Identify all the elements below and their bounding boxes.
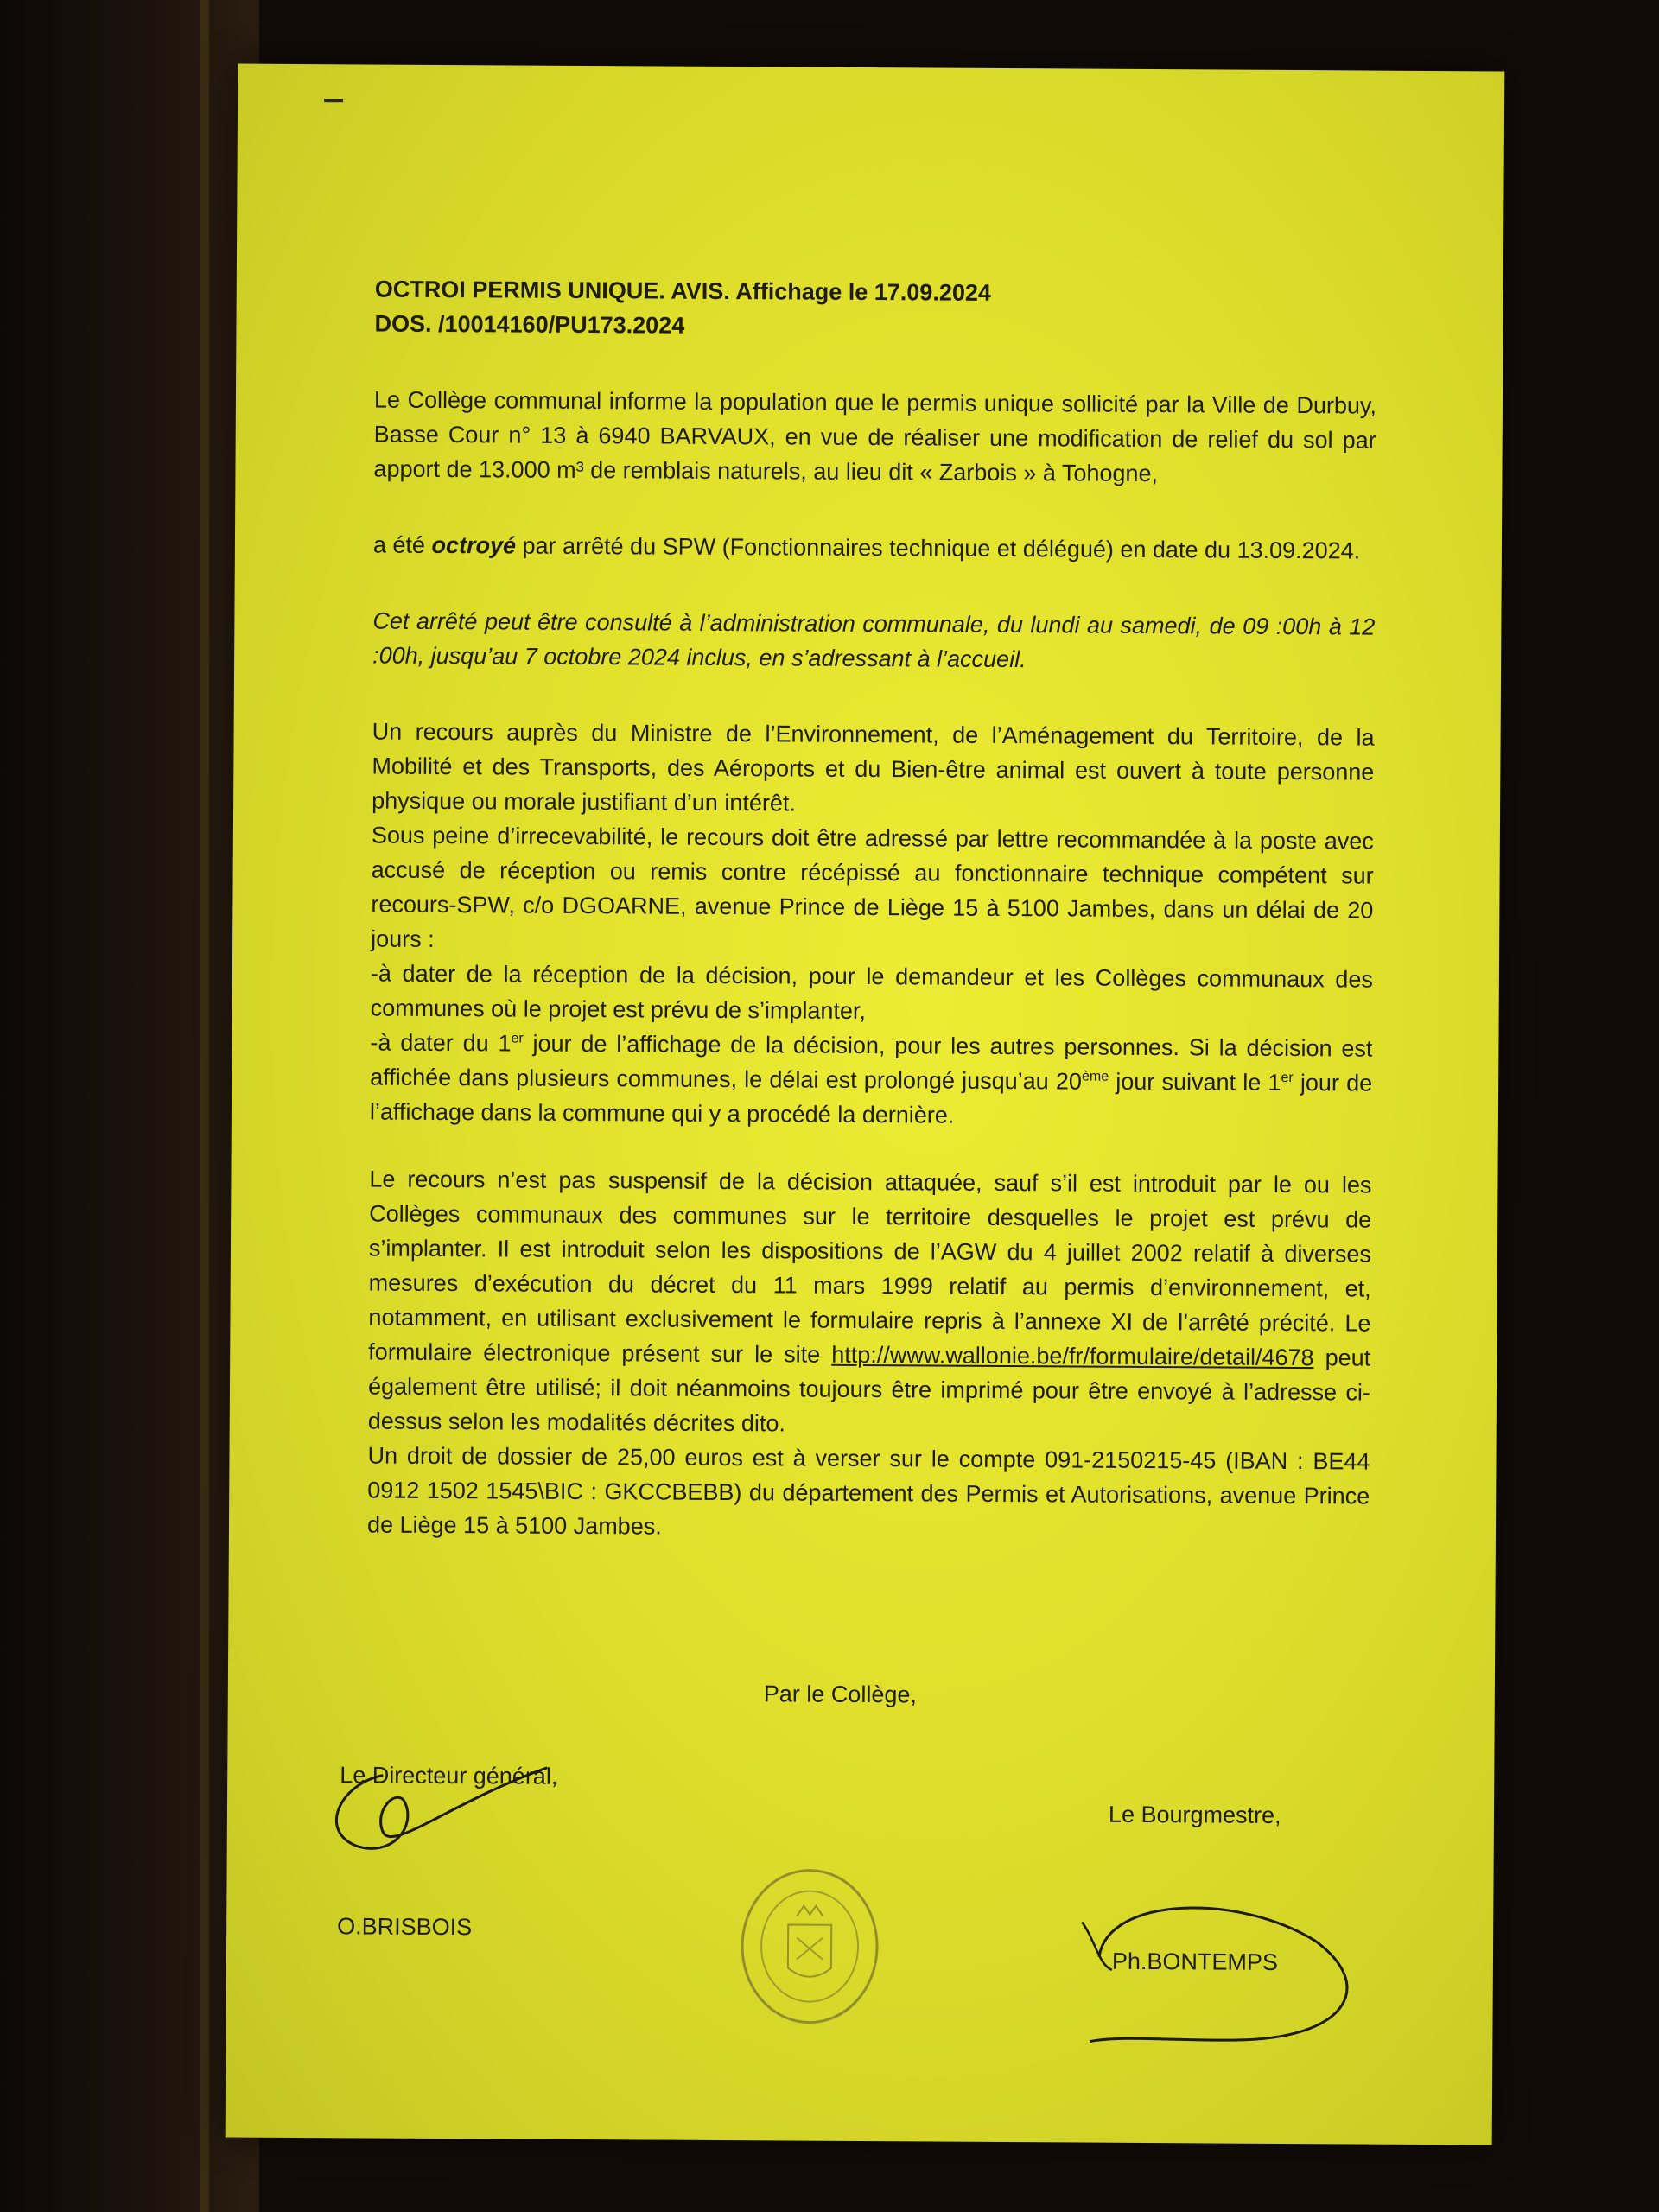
fee-paragraph: Un droit de dossier de 25,00 euros est à verser sur le compte 091-2150215-45 (IBAN : BE44 0912 1502 1545\BIC : GKCCBEBB) du département des Permis et Autorisations, avenue Prince de Liège 15 à 5100 Jambes.: [366, 1442, 1370, 1540]
notice-sheet: [226, 64, 1505, 2145]
commune-stamp-seal: [735, 1864, 883, 2029]
directeur-title: Le Directeur général,: [340, 1762, 558, 1789]
dossier-number: DOS. /10014160/PU173.2024: [374, 310, 685, 339]
notice-text: [367, 272, 1377, 1548]
recours-p4-sup2: ème: [1081, 1069, 1109, 1084]
directeur-signature: [322, 1749, 582, 1880]
suspensif-paragraph: [368, 1161, 1372, 1444]
consult-paragraph: Cet arrêté peut être consulté à l’administration communale, du lundi au samedi, de 09 :00h à 12 :00h, jusqu’au 7 octobre 2024 inclus, en s’adressant à l’accueil.: [372, 607, 1376, 673]
frame-left: [0, 0, 259, 2212]
form-link[interactable]: http://www.wallonie.be/fr/formulaire/detail/4678: [831, 1341, 1314, 1371]
college-label: Par le Collège,: [763, 1681, 918, 1708]
recours-paragraph-4: [370, 1026, 1373, 1135]
intro-paragraph: Le Collège communal informe la population que le permis unique sollicité par la Ville de Durbuy, Basse Cour n° 13 à 6940 BARVAUX, en vue de réaliser une modification de relief du sol par apport de 13.000 m³ de remblais naturels, au lieu dit « Zarbois » à Tohogne,: [373, 386, 1377, 487]
recours-paragraph-3: -à dater de la réception de la décision, pour le demandeur et les Collèges communaux des communes où le projet est prévu de s’implanter,: [370, 960, 1373, 1025]
suspensif-text-a: Le recours n’est pas suspensif de la décision attaquée, sauf s’il est introduit par le ou les Collèges communaux des communes sur le territoire desquelles le projet est prévu de s’implanter. Il est introduit selon les dispositions de l’AGW du 4 juillet 2002 relatif à diverses mesures d’exécution du décret du 11 mars 1999 relatif au permis d’environnement, et, notamment, en utilisant exclusivement le formulaire repris à l’annexe XI de l’arrêté précité. Le formulaire électronique présent sur le site: [368, 1166, 1372, 1368]
recours-p4-a: -à dater du 1: [370, 1029, 512, 1057]
recours-p4-d: jour de l’affichage dans la commune qui y a procédé la dernière.: [369, 1070, 1373, 1128]
suspensif-text-b: peut également être utilisé; il doit néanmoins toujours être imprimé pour être envoyé à l’adresse ci-dessus selon les modalités décrites dito.: [367, 1344, 1371, 1437]
recours-paragraph-2: Sous peine d’irrecevabilité, le recours doit être adressé par lettre recommandée à la poste avec accusé de réception ou remis contre récépissé au fonctionnaire technique compétent sur recours-SPW, c/o DGOARNE, avenue Prince de Liège 15 à 5100 Jambes, dans un délai de 20 jours :: [371, 822, 1374, 952]
bourgmestre-name: Ph.BONTEMPS: [1111, 1948, 1279, 1975]
decision-emphasis: octroyé: [431, 531, 517, 559]
bourgmestre-title: Le Bourgmestre,: [1108, 1801, 1281, 1828]
recours-p4-c: jour suivant le 1: [1108, 1068, 1281, 1096]
paper-mark: [324, 99, 343, 102]
recours-p4-sup1: er: [511, 1031, 524, 1046]
recours-p4-b: jour de l’affichage de la décision, pour les autres personnes. Si la décision est affichée dans plusieurs communes, le délai est prolongé jusqu’au 20: [370, 1030, 1373, 1095]
recours-p4-sup3: er: [1281, 1070, 1294, 1086]
decision-paragraph: [373, 528, 1376, 569]
frame-edge: [200, 0, 209, 2212]
recours-paragraph-1: Un recours auprès du Ministre de l’Environnement, de l’Aménagement du Territoire, de la Mobilité et des Transports, des Aéroports et du Bien-être animal est ouvert à toute personne physique ou morale justifiant d’un intérêt.: [372, 718, 1375, 817]
decision-after: par arrêté du SPW (Fonctionnaires technique et délégué) en date du 13.09.2024.: [515, 532, 1361, 564]
notice-title: OCTROI PERMIS UNIQUE. AVIS. Affichage le 17.09.2024: [374, 276, 992, 306]
decision-before: a été: [372, 531, 432, 558]
directeur-name: O.BRISBOIS: [337, 1913, 473, 1941]
